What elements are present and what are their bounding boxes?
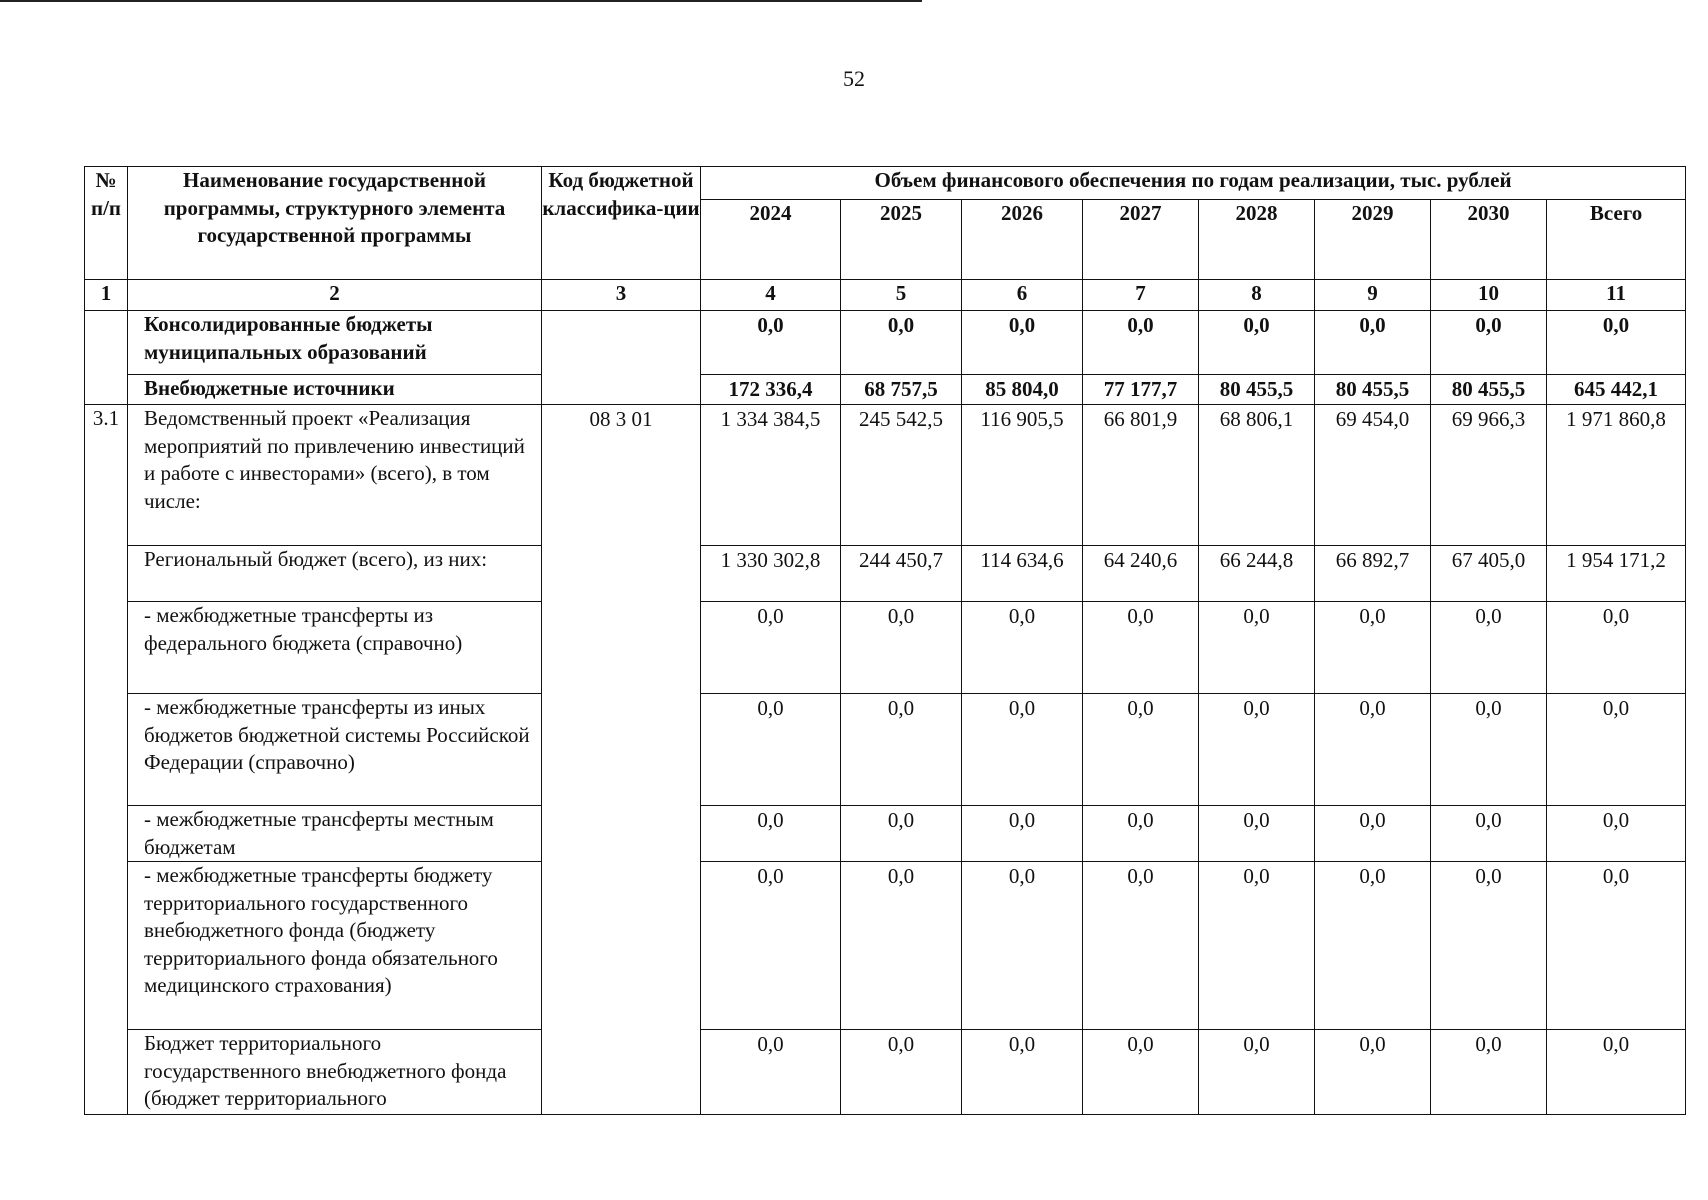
row-value: 0,0 — [1547, 1030, 1686, 1115]
row-value: 0,0 — [1547, 311, 1686, 375]
header-name: Наименование государственной программы, структурного элемента государственной программы — [128, 167, 542, 280]
row-value: 0,0 — [1547, 806, 1686, 862]
row-value: 0,0 — [841, 1030, 962, 1115]
row-name: - межбюджетные трансферты бюджету территориального государственного внебюджетного фонда (бюджету территориального фонда обязательного медицинского страхования) — [128, 862, 542, 1030]
row-value: 0,0 — [962, 1030, 1083, 1115]
row-value: 0,0 — [962, 311, 1083, 375]
row-value: 0,0 — [962, 694, 1083, 806]
header-year: 2027 — [1083, 200, 1199, 280]
row-value: 0,0 — [701, 862, 841, 1030]
column-number: 3 — [542, 280, 701, 311]
column-number: 4 — [701, 280, 841, 311]
header-year: 2028 — [1199, 200, 1315, 280]
row-name: Ведомственный проект «Реализация мероприятий по привлечению инвестиций и работе с инвесторами» (всего), в том числе: — [128, 405, 542, 546]
row-value: 69 454,0 — [1315, 405, 1431, 546]
header-total: Всего — [1547, 200, 1686, 280]
row-value: 66 892,7 — [1315, 546, 1431, 602]
row-value: 64 240,6 — [1083, 546, 1199, 602]
row-value: 244 450,7 — [841, 546, 962, 602]
row-name: Консолидированные бюджеты муниципальных образований — [128, 311, 542, 375]
row-value: 0,0 — [1431, 602, 1547, 694]
row-value: 0,0 — [701, 806, 841, 862]
page-number: 52 — [843, 66, 865, 91]
row-value: 0,0 — [1083, 1030, 1199, 1115]
header-code: Код бюджетной классифика-ции — [542, 167, 701, 280]
row-value: 0,0 — [1315, 1030, 1431, 1115]
row-name: - межбюджетные трансферты из федерального бюджета (справочно) — [128, 602, 542, 694]
row-value: 0,0 — [1199, 311, 1315, 375]
row-value: 0,0 — [841, 602, 962, 694]
row-value: 0,0 — [962, 806, 1083, 862]
row-value: 0,0 — [1431, 311, 1547, 375]
row-value: 0,0 — [1431, 862, 1547, 1030]
row-value: 0,0 — [1315, 694, 1431, 806]
row-value: 0,0 — [1199, 1030, 1315, 1115]
header-year: 2029 — [1315, 200, 1431, 280]
column-number: 9 — [1315, 280, 1431, 311]
top-rule — [0, 0, 922, 2]
row-value: 0,0 — [1083, 311, 1199, 375]
row-number: 3.1 — [85, 405, 128, 1115]
row-value: 116 905,5 — [962, 405, 1083, 546]
table-row — [85, 405, 1686, 546]
row-value: 80 455,5 — [1431, 375, 1547, 405]
row-value: 0,0 — [1083, 602, 1199, 694]
table-row — [85, 806, 1686, 862]
row-value: 0,0 — [1547, 862, 1686, 1030]
row-value: 77 177,7 — [1083, 375, 1199, 405]
row-name: - межбюджетные трансферты из иных бюджетов бюджетной системы Российской Федерации (справочно) — [128, 694, 542, 806]
row-value: 0,0 — [841, 862, 962, 1030]
row-value: 0,0 — [1199, 694, 1315, 806]
row-value: 0,0 — [1083, 694, 1199, 806]
row-value: 0,0 — [1431, 806, 1547, 862]
table-row — [85, 375, 1686, 405]
table-row — [85, 311, 1686, 375]
row-value: 645 442,1 — [1547, 375, 1686, 405]
row-value: 0,0 — [701, 311, 841, 375]
header-year: 2030 — [1431, 200, 1547, 280]
row-value: 0,0 — [701, 602, 841, 694]
row-value: 0,0 — [1431, 1030, 1547, 1115]
header-num: № п/п — [85, 167, 128, 280]
column-number: 6 — [962, 280, 1083, 311]
row-value: 0,0 — [841, 311, 962, 375]
row-value: 0,0 — [1315, 311, 1431, 375]
table-row — [85, 1030, 1686, 1115]
header-volume: Объем финансового обеспечения по годам реализации, тыс. рублей — [701, 167, 1686, 200]
table-row — [85, 546, 1686, 602]
column-number: 8 — [1199, 280, 1315, 311]
column-number: 7 — [1083, 280, 1199, 311]
row-value: 68 757,5 — [841, 375, 962, 405]
header-year: 2025 — [841, 200, 962, 280]
row-code: 08 3 01 — [542, 405, 701, 1115]
row-value: 0,0 — [1199, 806, 1315, 862]
row-value: 69 966,3 — [1431, 405, 1547, 546]
row-value: 66 244,8 — [1199, 546, 1315, 602]
row-value: 0,0 — [1315, 602, 1431, 694]
row-value: 0,0 — [841, 694, 962, 806]
row-value: 0,0 — [962, 862, 1083, 1030]
row-value: 0,0 — [1199, 862, 1315, 1030]
row-value: 0,0 — [701, 694, 841, 806]
row-value: 0,0 — [1547, 602, 1686, 694]
column-number: 11 — [1547, 280, 1686, 311]
financing-table — [84, 166, 1686, 1115]
row-value: 0,0 — [1547, 694, 1686, 806]
header-year: 2026 — [962, 200, 1083, 280]
row-value: 0,0 — [1431, 694, 1547, 806]
row-value: 0,0 — [1315, 862, 1431, 1030]
row-value: 0,0 — [962, 602, 1083, 694]
table-row — [85, 602, 1686, 694]
row-value: 0,0 — [1199, 602, 1315, 694]
row-name: Бюджет территориального государственного внебюджетного фонда (бюджет территориального — [128, 1030, 542, 1115]
row-number — [85, 311, 128, 405]
row-name: - межбюджетные трансферты местным бюджетам — [128, 806, 542, 862]
row-value: 114 634,6 — [962, 546, 1083, 602]
row-value: 172 336,4 — [701, 375, 841, 405]
column-number: 5 — [841, 280, 962, 311]
column-number: 2 — [128, 280, 542, 311]
row-value: 0,0 — [1083, 806, 1199, 862]
row-value: 1 954 171,2 — [1547, 546, 1686, 602]
column-number: 10 — [1431, 280, 1547, 311]
row-value: 0,0 — [1083, 862, 1199, 1030]
row-value: 1 330 302,8 — [701, 546, 841, 602]
row-value: 67 405,0 — [1431, 546, 1547, 602]
row-value: 0,0 — [1315, 806, 1431, 862]
row-value: 245 542,5 — [841, 405, 962, 546]
row-value: 0,0 — [841, 806, 962, 862]
row-value: 80 455,5 — [1315, 375, 1431, 405]
row-value: 1 334 384,5 — [701, 405, 841, 546]
row-name: Внебюджетные источники — [128, 375, 542, 405]
row-value: 85 804,0 — [962, 375, 1083, 405]
row-value: 66 801,9 — [1083, 405, 1199, 546]
header-year: 2024 — [701, 200, 841, 280]
row-value: 1 971 860,8 — [1547, 405, 1686, 546]
row-value: 80 455,5 — [1199, 375, 1315, 405]
row-name: Региональный бюджет (всего), из них: — [128, 546, 542, 602]
row-value: 68 806,1 — [1199, 405, 1315, 546]
table-row — [85, 694, 1686, 806]
column-number: 1 — [85, 280, 128, 311]
row-code-empty — [542, 311, 701, 405]
column-numbering-row — [85, 280, 1686, 311]
row-value: 0,0 — [701, 1030, 841, 1115]
table-row — [85, 862, 1686, 1030]
